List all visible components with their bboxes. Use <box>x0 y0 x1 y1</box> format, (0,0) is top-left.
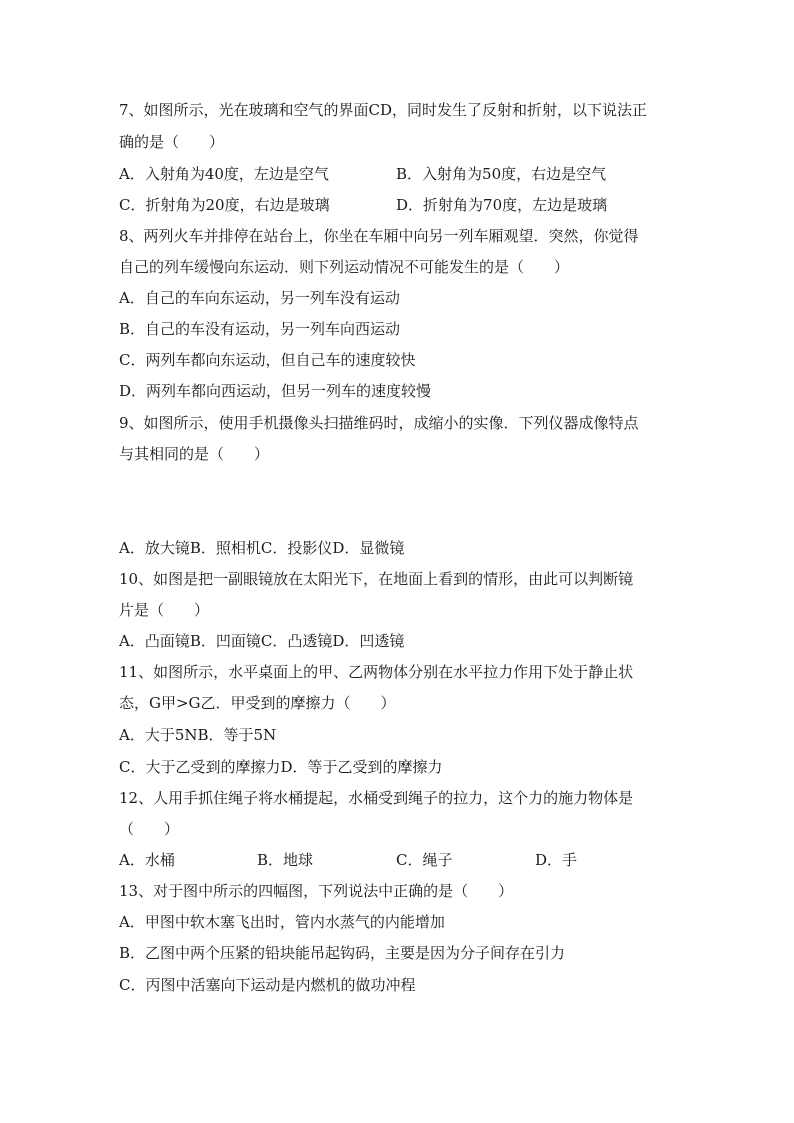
q7-stem-line-2: 确的是（ ） <box>119 133 225 151</box>
q8-option-a: A．自己的车向东运动，另一列车没有运动 <box>119 289 400 307</box>
q12-option-a: A．水桶 <box>119 851 175 869</box>
q13-option-b: B．乙图中两个压紧的铅块能吊起钩码，主要是因为分子间存在引力 <box>119 944 566 962</box>
q8-stem-line-2: 自己的列车缓慢向东运动．则下列运动情况不可能发生的是（ ） <box>119 258 570 276</box>
q11-options-row-1: A．大于5NB．等于5N <box>119 726 277 744</box>
q12-option-b: B．地球 <box>257 851 314 869</box>
q11-stem-line-1: 11、如图所示，水平桌面上的甲、乙两物体分别在水平拉力作用下处于静止状 <box>119 663 634 681</box>
q10-stem-line-1: 10、如图是把一副眼镜放在太阳光下，在地面上看到的情形，由此可以判断镜 <box>119 570 634 588</box>
q7-stem-line-1: 7、如图所示，光在玻璃和空气的界面CD，同时发生了反射和折射，以下说法正 <box>119 101 648 119</box>
q8-option-b: B．自己的车没有运动，另一列车向西运动 <box>119 320 401 338</box>
q10-stem-line-2: 片是（ ） <box>119 601 210 619</box>
q11-stem-line-2: 态，G甲>G乙．甲受到的摩擦力（ ） <box>119 694 396 712</box>
q10-options: A．凸面镜B．凹面镜C．凸透镜D．凹透镜 <box>119 632 405 650</box>
q9-options: A．放大镜B．照相机C．投影仪D．显微镜 <box>119 539 405 557</box>
q8-option-d: D．两列车都向西运动，但另一列车的速度较慢 <box>119 382 432 400</box>
q9-stem-line-1: 9、如图所示，使用手机摄像头扫描维码时，成缩小的实像．下列仪器成像特点 <box>119 414 639 432</box>
q12-option-c: C．绳子 <box>396 851 453 869</box>
q7-option-b: B．入射角为50度，右边是空气 <box>396 165 607 183</box>
q7-option-a: A．入射角为40度，左边是空气 <box>119 165 329 183</box>
q9-stem-line-2: 与其相同的是（ ） <box>119 445 270 463</box>
q7-option-d: D．折射角为70度，左边是玻璃 <box>396 196 608 214</box>
q12-option-d: D．手 <box>535 851 578 869</box>
q11-options-row-2: C．大于乙受到的摩擦力D．等于乙受到的摩擦力 <box>119 758 443 776</box>
q13-option-c: C．丙图中活塞向下运动是内燃机的做功冲程 <box>119 976 416 994</box>
q13-stem-line-1: 13、对于图中所示的四幅图，下列说法中正确的是（ ） <box>119 882 514 900</box>
q7-option-c: C．折射角为20度，右边是玻璃 <box>119 196 330 214</box>
q12-stem-line-2: （ ） <box>119 820 180 838</box>
q12-stem-line-1: 12、人用手抓住绳子将水桶提起，水桶受到绳子的拉力，这个力的施力物体是 <box>119 789 634 807</box>
q13-option-a: A．甲图中软木塞飞出时，管内水蒸气的内能增加 <box>119 913 445 931</box>
q8-stem-line-1: 8、两列火车并排停在站台上，你坐在车厢中向另一列车厢观望．突然，你觉得 <box>119 227 639 245</box>
q8-option-c: C．两列车都向东运动，但自己车的速度较快 <box>119 351 416 369</box>
